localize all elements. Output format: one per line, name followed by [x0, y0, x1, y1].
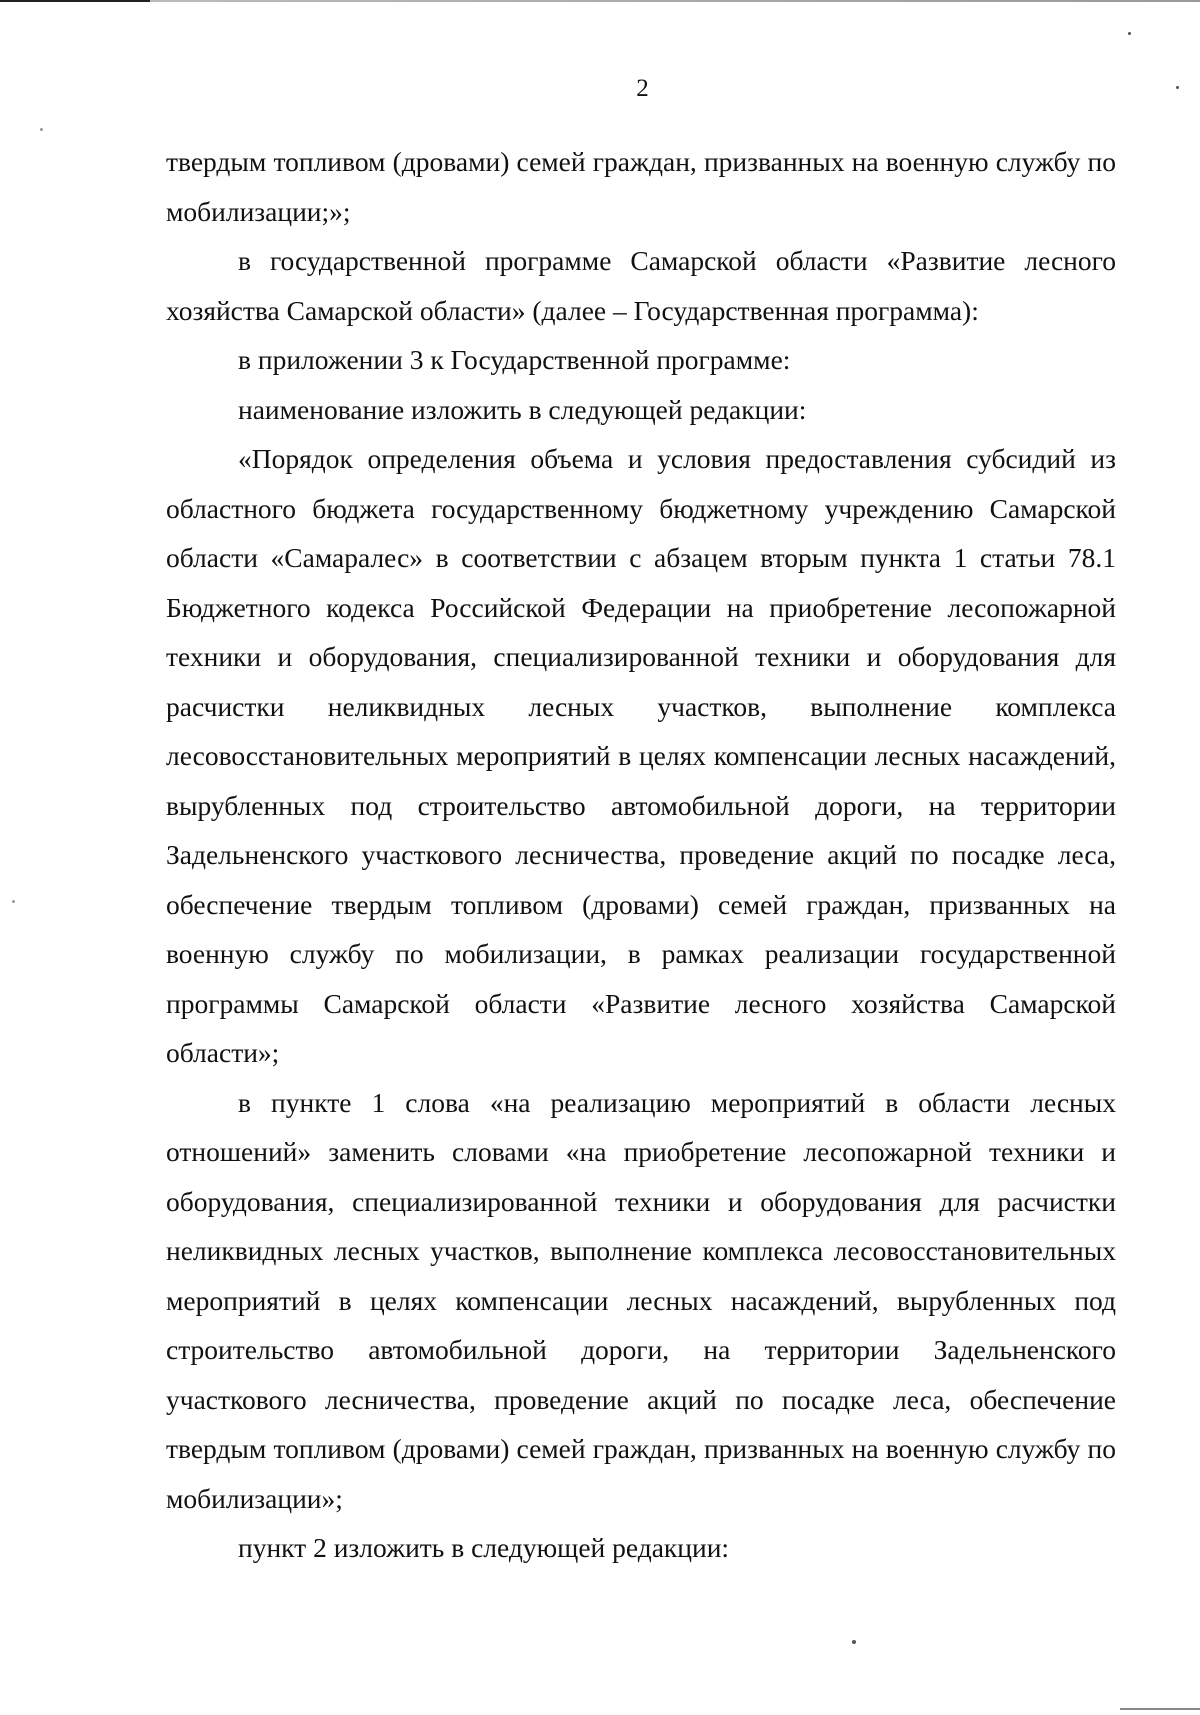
scan-edge-bottom [1120, 1708, 1200, 1710]
paragraph-title-instruction: наименование изложить в следующей редакции: [238, 393, 807, 425]
scan-edge-top [0, 0, 1200, 2]
scan-speck [852, 1640, 856, 1644]
paragraph-point-2-instruction: пункт 2 изложить в следующей редакции: [238, 1532, 730, 1563]
scan-speck [1128, 32, 1131, 35]
paragraph-point-1-amendment: в пункте 1 слова «на реализацию мероприятий в области лесных отношений» заменить словами «на приобретение лесопожарной техники и оборудования, специализированной техники и оборудования для расчистки неликвидных лесных участков, выполнение комплекса лесовосстановительных мероприятий в целях компенсации лесных насаждений, вырубленных под строительство автомобильной дороги, на территории Задельненского участкового лесничества, проведение акций по посадке леса, обеспечение твердым топливом (дровами) семей граждан, призванных на военную службу по мобилизации»; [166, 1086, 1116, 1514]
page-number: 2 [636, 75, 649, 102]
paragraph-program-reference: в государственной программе Самарской области «Развитие лесного хозяйства Самарской области» (далее – Государственная программа): [166, 245, 1116, 326]
paragraph-continuation: твердым топливом (дровами) семей граждан, призванных на военную службу по мобилизации;»; [166, 146, 1116, 227]
paragraph-new-title: «Порядок определения объема и условия предоставления субсидий из областного бюджета государственному бюджетному учреждению Самарской области «Самаралес» в соответствии с абзацем вторым пункта 1 статьи 78.1 Бюджетного кодекса Российской Федерации на приобретение лесопожарной техники и оборудования, специализированной техники и оборудования для расчистки неликвидных лесных участков, выполнение комплекса лесовосстановительных мероприятий в целях компенсации лесных насаждений, вырубленных под строительство автомобильной дороги, на территории Задельненского участкового лесничества, проведение акций по посадке леса, обеспечение твердым топливом (дровами) семей граждан, призванных на военную службу по мобилизации, в рамках реализации государственной программы Самарской области «Развитие лесного хозяйства Самарской области»; [166, 443, 1116, 1068]
document-body [166, 137, 1116, 1573]
scan-speck [40, 128, 43, 131]
paragraph-appendix-reference: в приложении 3 к Государственной программе: [238, 344, 791, 375]
scan-speck [12, 900, 15, 903]
scan-speck [1176, 86, 1179, 89]
